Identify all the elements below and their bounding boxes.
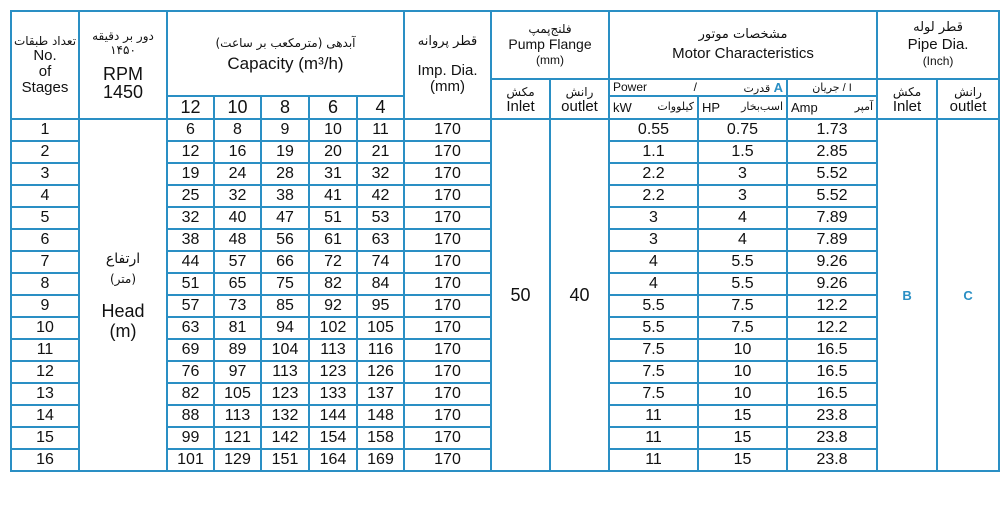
head-value-cell: 105	[357, 317, 404, 339]
head-value-cell: 113	[261, 361, 309, 383]
hp-cell: 7.5	[698, 317, 787, 339]
pipe-inlet-value: B	[877, 119, 937, 471]
pipe-dia-header	[877, 11, 999, 79]
imp-dia-cell: 170	[404, 361, 491, 383]
head-value-cell: 12	[167, 141, 214, 163]
kw-cell: 5.5	[609, 317, 698, 339]
head-value-cell: 41	[309, 185, 357, 207]
imp-dia-cell: 170	[404, 185, 491, 207]
kw-cell: 11	[609, 427, 698, 449]
imp-dia-cell: 170	[404, 383, 491, 405]
hp-cell: 5.5	[698, 273, 787, 295]
amp-cell: 23.8	[787, 405, 877, 427]
stages-header-of: of	[38, 63, 52, 80]
pipe-outlet-en: outlet	[949, 97, 987, 115]
head-value-cell: 123	[261, 383, 309, 405]
stage-cell: 10	[11, 317, 79, 339]
head-value-cell: 32	[167, 207, 214, 229]
stage-cell: 2	[11, 141, 79, 163]
head-value-cell: 42	[357, 185, 404, 207]
head-value-cell: 95	[357, 295, 404, 317]
amp-header	[787, 96, 877, 119]
hp-cell: 7.5	[698, 295, 787, 317]
imp-dia-header-en: Imp. Dia.	[417, 62, 478, 79]
kw-header-en: kW	[613, 100, 632, 115]
stage-cell: 1	[11, 119, 79, 141]
stage-cell: 3	[11, 163, 79, 185]
imp-dia-cell: 170	[404, 229, 491, 251]
table-body	[11, 119, 999, 471]
head-value-cell: 65	[214, 273, 261, 295]
head-value-cell: 24	[214, 163, 261, 185]
flange-outlet-header	[550, 79, 609, 119]
head-value-cell: 40	[214, 207, 261, 229]
head-value-cell: 148	[357, 405, 404, 427]
head-value-cell: 38	[261, 185, 309, 207]
flange-inlet-fa: مکش	[506, 84, 535, 99]
head-value-cell: 19	[167, 163, 214, 185]
pipe-dia-header-fa: قطر لوله	[913, 20, 963, 35]
kw-cell: 3	[609, 207, 698, 229]
head-value-cell: 137	[357, 383, 404, 405]
head-label-en: Head	[101, 301, 145, 321]
motor-header-fa: مشخصات موتور	[698, 27, 788, 42]
imp-dia-cell: 170	[404, 427, 491, 449]
capacity-header-fa: آبدهی (مترمکعب بر ساعت)	[215, 35, 356, 50]
stages-header-stages: Stages	[21, 79, 69, 96]
amp-cell: 5.52	[787, 163, 877, 185]
pipe-dia-header-unit: (Inch)	[922, 54, 954, 68]
pump-performance-table	[10, 10, 1000, 472]
head-value-cell: 89	[214, 339, 261, 361]
amp-header-en: Amp	[791, 100, 818, 115]
head-label-cell	[79, 119, 167, 471]
pipe-outlet-header	[937, 79, 999, 119]
head-value-cell: 133	[309, 383, 357, 405]
amp-cell: 16.5	[787, 339, 877, 361]
head-value-cell: 57	[214, 251, 261, 273]
head-value-cell: 66	[261, 251, 309, 273]
pipe-inlet-fa: مکش	[892, 84, 922, 99]
kw-cell: 7.5	[609, 383, 698, 405]
power-header-a: A	[773, 80, 783, 95]
flange-inlet-en: Inlet	[506, 97, 535, 115]
kw-cell: 2.2	[609, 185, 698, 207]
capacity-col-10: 10	[214, 96, 261, 119]
stage-cell: 13	[11, 383, 79, 405]
stage-cell: 4	[11, 185, 79, 207]
head-value-cell: 63	[357, 229, 404, 251]
imp-dia-cell: 170	[404, 119, 491, 141]
hp-header-fa: اسب‌بخار	[741, 100, 783, 113]
rpm-header-value: 1450	[102, 82, 144, 102]
head-value-cell: 123	[309, 361, 357, 383]
flange-outlet-value: 40	[550, 119, 609, 471]
head-value-cell: 19	[261, 141, 309, 163]
head-value-cell: 73	[214, 295, 261, 317]
imp-dia-cell: 170	[404, 449, 491, 471]
head-value-cell: 63	[167, 317, 214, 339]
power-header	[609, 79, 787, 96]
imp-dia-header-unit: (mm)	[430, 78, 465, 95]
stages-header-fa: تعداد طبقات	[13, 34, 77, 48]
power-header-en: Power	[613, 80, 648, 94]
imp-dia-cell: 170	[404, 251, 491, 273]
head-value-cell: 32	[214, 185, 261, 207]
table-row	[11, 119, 999, 141]
imp-dia-cell: 170	[404, 273, 491, 295]
amp-cell: 5.52	[787, 185, 877, 207]
pipe-inlet-header	[877, 79, 937, 119]
stages-header-no: No.	[33, 47, 57, 64]
amp-cell: 9.26	[787, 251, 877, 273]
stage-cell: 16	[11, 449, 79, 471]
kw-cell: 7.5	[609, 361, 698, 383]
head-value-cell: 25	[167, 185, 214, 207]
current-header: جریان / I	[787, 79, 877, 96]
capacity-col-12: 12	[167, 96, 214, 119]
head-value-cell: 85	[261, 295, 309, 317]
head-value-cell: 82	[167, 383, 214, 405]
head-value-cell: 99	[167, 427, 214, 449]
head-value-cell: 51	[167, 273, 214, 295]
hp-cell: 15	[698, 427, 787, 449]
head-value-cell: 151	[261, 449, 309, 471]
head-value-cell: 21	[357, 141, 404, 163]
head-value-cell: 164	[309, 449, 357, 471]
stage-cell: 14	[11, 405, 79, 427]
flange-outlet-en: outlet	[561, 97, 598, 115]
stage-cell: 8	[11, 273, 79, 295]
capacity-header-en: Capacity (m³/h)	[227, 53, 344, 73]
head-value-cell: 142	[261, 427, 309, 449]
pipe-inlet-en: Inlet	[892, 97, 922, 115]
head-value-cell: 57	[167, 295, 214, 317]
head-value-cell: 88	[167, 405, 214, 427]
head-value-cell: 121	[214, 427, 261, 449]
imp-dia-cell: 170	[404, 339, 491, 361]
head-value-cell: 9	[261, 119, 309, 141]
kw-header	[609, 96, 698, 119]
stage-cell: 7	[11, 251, 79, 273]
kw-cell: 4	[609, 273, 698, 295]
hp-cell: 0.75	[698, 119, 787, 141]
head-value-cell: 113	[309, 339, 357, 361]
head-value-cell: 32	[357, 163, 404, 185]
rpm-header-fa-number: ۱۴۵۰	[110, 43, 136, 57]
motor-header-en: Motor Characteristics	[672, 45, 814, 62]
head-value-cell: 48	[214, 229, 261, 251]
stage-cell: 9	[11, 295, 79, 317]
flange-inlet-header	[491, 79, 550, 119]
kw-cell: 11	[609, 405, 698, 427]
power-header-slash: /	[693, 80, 697, 94]
head-value-cell: 20	[309, 141, 357, 163]
capacity-col-6: 6	[309, 96, 357, 119]
head-value-cell: 38	[167, 229, 214, 251]
head-value-cell: 51	[309, 207, 357, 229]
rpm-header-fa: دور بر دقیقه	[92, 29, 154, 43]
hp-cell: 10	[698, 339, 787, 361]
stage-cell: 5	[11, 207, 79, 229]
kw-cell: 0.55	[609, 119, 698, 141]
amp-cell: 12.2	[787, 317, 877, 339]
imp-dia-header	[404, 11, 491, 119]
kw-cell: 7.5	[609, 339, 698, 361]
head-value-cell: 101	[167, 449, 214, 471]
imp-dia-cell: 170	[404, 405, 491, 427]
imp-dia-cell: 170	[404, 163, 491, 185]
head-value-cell: 129	[214, 449, 261, 471]
head-value-cell: 132	[261, 405, 309, 427]
head-value-cell: 84	[357, 273, 404, 295]
kw-cell: 11	[609, 449, 698, 471]
motor-header	[609, 11, 877, 79]
power-header-fa: قدرت	[743, 82, 771, 95]
head-value-cell: 28	[261, 163, 309, 185]
stages-header	[11, 11, 79, 119]
kw-cell: 3	[609, 229, 698, 251]
hp-header	[698, 96, 787, 119]
kw-cell: 4	[609, 251, 698, 273]
head-value-cell: 102	[309, 317, 357, 339]
capacity-col-4: 4	[357, 96, 404, 119]
kw-header-fa: کیلووات	[657, 100, 694, 113]
head-value-cell: 61	[309, 229, 357, 251]
head-value-cell: 158	[357, 427, 404, 449]
head-value-cell: 72	[309, 251, 357, 273]
head-value-cell: 53	[357, 207, 404, 229]
head-value-cell: 104	[261, 339, 309, 361]
head-value-cell: 11	[357, 119, 404, 141]
head-value-cell: 81	[214, 317, 261, 339]
amp-cell: 12.2	[787, 295, 877, 317]
kw-cell: 2.2	[609, 163, 698, 185]
flange-outlet-fa: رانش	[565, 84, 594, 99]
amp-cell: 7.89	[787, 229, 877, 251]
hp-cell: 4	[698, 229, 787, 251]
head-value-cell: 31	[309, 163, 357, 185]
head-value-cell: 144	[309, 405, 357, 427]
rpm-header	[79, 11, 167, 119]
stage-cell: 11	[11, 339, 79, 361]
amp-cell: 23.8	[787, 449, 877, 471]
head-value-cell: 47	[261, 207, 309, 229]
hp-cell: 15	[698, 405, 787, 427]
head-value-cell: 97	[214, 361, 261, 383]
stage-cell: 15	[11, 427, 79, 449]
hp-cell: 10	[698, 361, 787, 383]
head-value-cell: 16	[214, 141, 261, 163]
amp-cell: 7.89	[787, 207, 877, 229]
pipe-outlet-value: C	[937, 119, 999, 471]
head-value-cell: 8	[214, 119, 261, 141]
head-value-cell: 10	[309, 119, 357, 141]
hp-cell: 10	[698, 383, 787, 405]
imp-dia-cell: 170	[404, 295, 491, 317]
head-value-cell: 6	[167, 119, 214, 141]
amp-cell: 9.26	[787, 273, 877, 295]
head-label-fa: ارتفاع	[105, 251, 141, 267]
head-label-unit: (m)	[109, 321, 137, 341]
head-value-cell: 75	[261, 273, 309, 295]
kw-cell: 1.1	[609, 141, 698, 163]
flange-inlet-value: 50	[491, 119, 550, 471]
amp-header-fa: آمپر	[854, 100, 874, 113]
capacity-col-8: 8	[261, 96, 309, 119]
head-value-cell: 74	[357, 251, 404, 273]
amp-cell: 16.5	[787, 383, 877, 405]
head-value-cell: 154	[309, 427, 357, 449]
amp-cell: 16.5	[787, 361, 877, 383]
head-value-cell: 92	[309, 295, 357, 317]
pipe-outlet-fa: رانش	[954, 84, 982, 99]
imp-dia-cell: 170	[404, 141, 491, 163]
head-value-cell: 44	[167, 251, 214, 273]
performance-table-container	[10, 10, 998, 500]
head-value-cell: 126	[357, 361, 404, 383]
imp-dia-header-fa: قطر پروانه	[417, 34, 478, 49]
amp-cell: 2.85	[787, 141, 877, 163]
hp-cell: 3	[698, 185, 787, 207]
imp-dia-cell: 170	[404, 207, 491, 229]
head-value-cell: 82	[309, 273, 357, 295]
pump-flange-header-unit: (mm)	[536, 53, 564, 67]
head-value-cell: 94	[261, 317, 309, 339]
head-value-cell: 69	[167, 339, 214, 361]
imp-dia-cell: 170	[404, 317, 491, 339]
kw-cell: 5.5	[609, 295, 698, 317]
head-value-cell: 105	[214, 383, 261, 405]
hp-cell: 15	[698, 449, 787, 471]
head-value-cell: 169	[357, 449, 404, 471]
current-header-en: I	[848, 82, 852, 94]
head-value-cell: 116	[357, 339, 404, 361]
amp-cell: 1.73	[787, 119, 877, 141]
head-value-cell: 113	[214, 405, 261, 427]
pump-flange-header-en: Pump Flange	[508, 36, 592, 52]
stage-cell: 6	[11, 229, 79, 251]
pump-flange-header	[491, 11, 609, 79]
hp-cell: 4	[698, 207, 787, 229]
capacity-header	[167, 11, 404, 96]
head-label-fa-unit: (متر)	[109, 272, 137, 286]
hp-cell: 3	[698, 163, 787, 185]
hp-cell: 5.5	[698, 251, 787, 273]
pump-flange-header-fa: فلنج‌پمپ	[528, 22, 572, 36]
head-value-cell: 56	[261, 229, 309, 251]
hp-cell: 1.5	[698, 141, 787, 163]
hp-header-en: HP	[702, 100, 721, 115]
stage-cell: 12	[11, 361, 79, 383]
rpm-header-label: RPM	[103, 64, 143, 84]
pipe-dia-header-en: Pipe Dia.	[907, 36, 969, 53]
amp-cell: 23.8	[787, 427, 877, 449]
current-header-fa: جریان	[812, 81, 840, 94]
head-value-cell: 76	[167, 361, 214, 383]
